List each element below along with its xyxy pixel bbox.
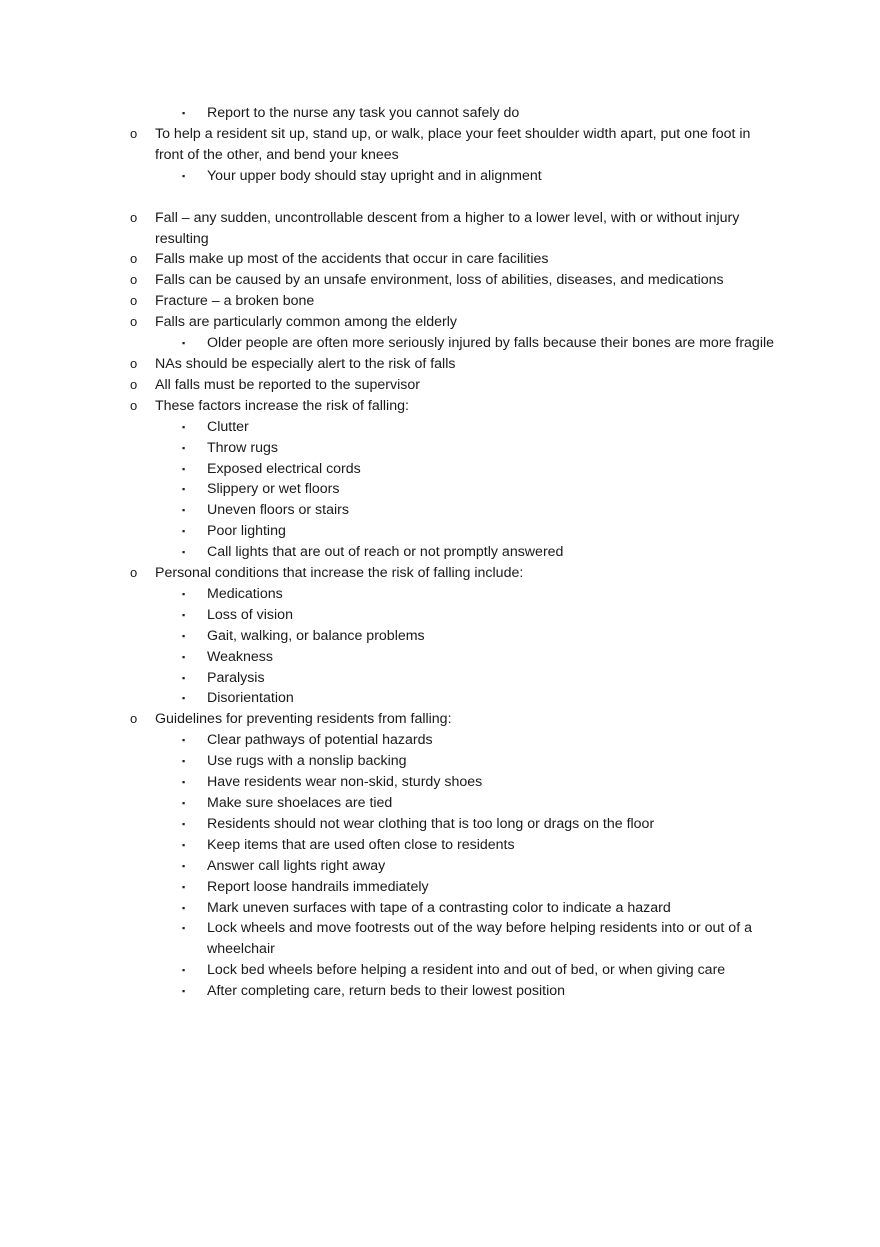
circle-bullet-icon: o [130, 293, 138, 309]
square-bullet-icon: ▪ [182, 609, 186, 620]
sub-list-item [0, 459, 880, 480]
sub-list-item [0, 960, 880, 981]
square-bullet-icon: ▪ [182, 505, 186, 516]
sub-list-item [0, 417, 880, 438]
list-item-text: Your upper body should stay upright and in alignment [207, 167, 542, 184]
list-item-text: Weakness [207, 648, 273, 665]
list-item-text: Older people are often more seriously injured by falls because their bones are more fragile [207, 335, 775, 352]
sub-list-item [0, 835, 880, 856]
sub-list-item [0, 772, 880, 793]
sub-list-item [0, 877, 880, 898]
list-item-text: Clear pathways of potential hazards [207, 732, 433, 749]
list-item-text: Disorientation [207, 690, 294, 707]
square-bullet-icon: ▪ [182, 442, 186, 453]
sub-list-item [0, 898, 880, 919]
list-item-text: Answer call lights right away [207, 857, 386, 874]
list-item [0, 354, 880, 375]
sub-list-item [0, 103, 880, 124]
square-bullet-icon: ▪ [182, 986, 186, 997]
circle-bullet-icon: o [130, 272, 138, 288]
square-bullet-icon: ▪ [182, 421, 186, 432]
sub-list-item [0, 500, 880, 521]
list-item-text: Lock bed wheels before helping a resident into and out of bed, or when giving care [207, 962, 726, 979]
circle-bullet-icon: o [130, 397, 138, 413]
list-item-text: These factors increase the risk of falling: [155, 397, 409, 414]
square-bullet-icon: ▪ [182, 588, 186, 599]
list-item-text: Lock wheels and move footrests out of the way before helping residents into or out of a wheelchair [207, 920, 752, 958]
sub-list-item [0, 438, 880, 459]
list-item-text: Keep items that are used often close to residents [207, 836, 515, 853]
list-item [0, 270, 880, 291]
document-page [0, 103, 880, 1002]
square-bullet-icon: ▪ [182, 463, 186, 474]
list-item-text: Report to the nurse any task you cannot safely do [207, 105, 520, 121]
square-bullet-icon: ▪ [182, 735, 186, 746]
list-item [0, 291, 880, 312]
list-item-text: Poor lighting [207, 523, 286, 540]
list-item-text: Residents should not wear clothing that is too long or drags on the floor [207, 815, 655, 832]
sub-list-item [0, 918, 880, 960]
sub-list-item [0, 521, 880, 542]
square-bullet-icon: ▪ [182, 693, 186, 704]
list-item-text: Have residents wear non-skid, sturdy shoes [207, 774, 483, 791]
list-item-text: Fracture – a broken bone [155, 293, 315, 310]
square-bullet-icon: ▪ [182, 923, 186, 934]
list-item-text: NAs should be especially alert to the risk of falls [155, 355, 456, 372]
circle-bullet-icon: o [130, 565, 138, 581]
sub-list-item [0, 814, 880, 835]
list-item [0, 396, 880, 417]
square-bullet-icon: ▪ [182, 484, 186, 495]
sub-list-item [0, 584, 880, 605]
square-bullet-icon: ▪ [182, 860, 186, 871]
circle-bullet-icon: o [130, 209, 138, 225]
square-bullet-icon: ▪ [182, 526, 186, 537]
square-bullet-icon: ▪ [182, 777, 186, 788]
list-item-text: Personal conditions that increase the risk of falling include: [155, 565, 524, 582]
square-bullet-icon: ▪ [182, 902, 186, 913]
sub-list-item [0, 166, 880, 187]
list-item-text: Slippery or wet floors [207, 481, 340, 498]
list-item-text: Report loose handrails immediately [207, 878, 429, 895]
square-bullet-icon: ▪ [182, 672, 186, 683]
circle-bullet-icon: o [130, 355, 138, 371]
paragraph-gap [0, 187, 880, 208]
sub-list-item [0, 647, 880, 668]
square-bullet-icon: ▪ [182, 965, 186, 976]
list-item-text: Make sure shoelaces are tied [207, 795, 393, 811]
list-item-text: Exposed electrical cords [207, 460, 361, 477]
list-item [0, 709, 880, 730]
square-bullet-icon: ▪ [182, 756, 186, 767]
list-item-text: After completing care, return beds to their lowest position [207, 983, 566, 1000]
square-bullet-icon: ▪ [182, 630, 186, 641]
square-bullet-icon: ▪ [182, 108, 186, 118]
square-bullet-icon: ▪ [182, 547, 186, 558]
list-item-text: Loss of vision [207, 606, 293, 623]
list-item-text: Guidelines for preventing residents from falling: [155, 711, 452, 728]
list-item-text: Falls can be caused by an unsafe environment, loss of abilities, diseases, and medications [155, 272, 724, 289]
list-item-text: Falls make up most of the accidents that occur in care facilities [155, 251, 549, 268]
sub-list-item [0, 688, 880, 709]
list-item-text: Mark uneven surfaces with tape of a contrasting color to indicate a hazard [207, 899, 671, 916]
list-item-text: Fall – any sudden, uncontrollable descent from a higher to a lower level, with or without injury resulting [155, 209, 740, 247]
list-item-text: To help a resident sit up, stand up, or walk, place your feet shoulder width apart, put one foot in front of the other, and bend your knees [155, 125, 751, 163]
list-item-text: Throw rugs [207, 439, 278, 456]
list-item-text: Gait, walking, or balance problems [207, 627, 425, 644]
circle-bullet-icon: o [130, 314, 138, 330]
square-bullet-icon: ▪ [182, 881, 186, 892]
sub-list-item [0, 856, 880, 877]
square-bullet-icon: ▪ [182, 170, 186, 181]
sub-list-item [0, 333, 880, 354]
list-item-text: Call lights that are out of reach or not promptly answered [207, 544, 564, 561]
square-bullet-icon: ▪ [182, 798, 186, 808]
circle-bullet-icon: o [130, 125, 138, 141]
list-item [0, 124, 880, 166]
list-item [0, 249, 880, 270]
list-item-text: Uneven floors or stairs [207, 502, 349, 519]
list-item-text: Paralysis [207, 669, 265, 686]
circle-bullet-icon: o [130, 376, 138, 392]
sub-list-item [0, 626, 880, 647]
list-item-text: Medications [207, 585, 283, 602]
sub-list-item [0, 542, 880, 563]
square-bullet-icon: ▪ [182, 338, 186, 349]
square-bullet-icon: ▪ [182, 818, 186, 829]
list-item [0, 563, 880, 584]
list-item-text: Use rugs with a nonslip backing [207, 753, 407, 770]
list-item-text: Falls are particularly common among the elderly [155, 314, 458, 331]
sub-list-item [0, 751, 880, 772]
list-item-text: Clutter [207, 418, 249, 435]
list-item [0, 208, 880, 250]
square-bullet-icon: ▪ [182, 839, 186, 850]
sub-list-item [0, 793, 880, 814]
circle-bullet-icon: o [130, 251, 138, 267]
list-item-text: All falls must be reported to the supervisor [155, 376, 420, 393]
circle-bullet-icon: o [130, 711, 138, 727]
sub-list-item [0, 668, 880, 689]
sub-list-item [0, 981, 880, 1002]
list-item [0, 375, 880, 396]
list-item [0, 312, 880, 333]
square-bullet-icon: ▪ [182, 651, 186, 662]
sub-list-item [0, 730, 880, 751]
sub-list-item [0, 479, 880, 500]
sub-list-item [0, 605, 880, 626]
